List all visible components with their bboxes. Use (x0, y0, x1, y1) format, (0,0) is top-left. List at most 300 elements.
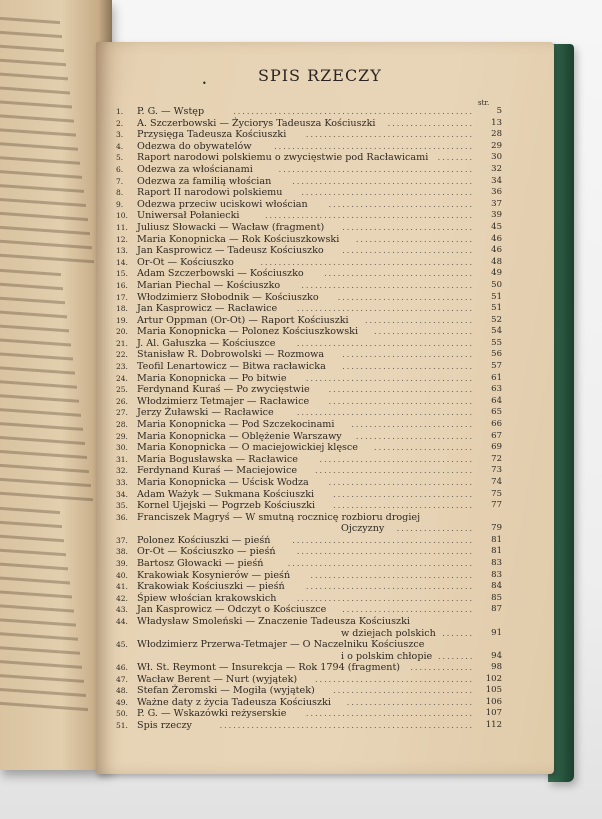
toc-entry (116, 303, 502, 315)
toc-entry (116, 454, 502, 466)
toc-dot-leader: ........................ (364, 315, 474, 325)
toc-entry-number: 32. (116, 466, 128, 476)
left-page-line (0, 352, 73, 360)
toc-entry (116, 338, 502, 350)
page-dot-mark: • (202, 79, 207, 88)
toc-entry-number: 10. (116, 211, 128, 221)
toc-entry-title: P. G. — Wstęp (137, 106, 205, 117)
toc-entry-page: 51 (491, 303, 502, 314)
toc-dot-leader: ............................................ (274, 141, 474, 151)
toc-entry-title: Teofil Lenartowicz — Bitwa racławicka (137, 361, 326, 373)
toc-entry-title: Uniwersał Połaniecki (137, 210, 240, 222)
toc-entry-page: 81 (491, 534, 502, 545)
left-page-line (0, 535, 64, 542)
left-page-line (0, 254, 94, 264)
left-page-line (0, 464, 89, 473)
toc-entry-number: 41. (116, 582, 128, 592)
left-page-line (0, 380, 77, 388)
toc-entry-page: 106 (485, 696, 502, 707)
toc-entry (116, 141, 502, 153)
toc-entry-number: 25. (116, 385, 128, 395)
toc-entry-number: 26. (116, 396, 128, 406)
toc-entry-page: 83 (491, 569, 502, 580)
toc-dot-leader: ................................ (328, 199, 474, 209)
left-page-line (0, 394, 79, 403)
toc-entry-page: 81 (491, 546, 502, 557)
toc-entry-title: Maria Konopnicka — Polonez Kościuszkowski (137, 326, 359, 338)
toc-entry-page: 77 (491, 500, 502, 511)
toc-entry-title: Krakowiak Kosynierów — pieśń (137, 569, 291, 581)
toc-entry-page: 57 (491, 361, 502, 372)
toc-entry-title: Spis rzeczy (137, 719, 192, 731)
left-page-line (0, 170, 82, 179)
toc-entry-number: 35. (116, 501, 128, 511)
toc-entry (116, 697, 502, 709)
toc-entry (116, 268, 502, 280)
toc-entry-title: Jerzy Żuławski — Racławice (137, 407, 274, 419)
left-page-line (0, 563, 68, 571)
toc-entry-number: 43. (116, 605, 128, 615)
toc-dot-leader: ............................. (342, 362, 474, 372)
toc-entry (116, 431, 502, 443)
toc-entry-number: 34. (116, 489, 128, 499)
toc-dot-leader: ..................................................... (233, 107, 474, 116)
toc-entry (116, 349, 502, 361)
toc-entry (116, 373, 502, 385)
toc-entry-number: 45. (116, 639, 128, 649)
toc-entry (116, 674, 502, 686)
toc-entry-number: 47. (116, 674, 128, 684)
toc-entry-title: Juliusz Słowacki — Wacław (fragment) (137, 221, 325, 233)
toc-entry-number: 42. (116, 593, 128, 603)
toc-entry (116, 477, 502, 489)
toc-entry-page: 63 (491, 384, 502, 395)
toc-entry-number: 13. (116, 246, 128, 256)
left-page-line (0, 408, 81, 417)
toc-dot-leader: ................................. (324, 269, 474, 279)
left-page-line (0, 311, 67, 319)
toc-dot-leader: ....................................... (296, 593, 474, 603)
toc-dot-leader: ................................ (328, 385, 474, 395)
toc-entry-page: 49 (491, 268, 502, 279)
toc-entry-page: 83 (491, 557, 502, 568)
toc-entry-title: Włodzimierz Przerwa-Tetmajer — O Naczelniku Kościuszce (137, 638, 425, 650)
toc-entry-title: Maria Konopnicka — Rok Kościuszkowski (137, 233, 340, 245)
toc-dot-leader: .................................. (319, 454, 474, 464)
toc-entry (116, 234, 502, 246)
left-page-line (0, 142, 78, 150)
toc-entry-page: 107 (485, 708, 502, 719)
toc-entry-title: Śpiew włościan krakowskich (137, 592, 277, 604)
toc-entry-page: 13 (491, 117, 502, 128)
toc-entry-page: 51 (491, 291, 502, 302)
toc-entry (116, 581, 502, 593)
toc-entry-title: Władysław Smoleński — Znaczenie Tadeusza Kościuszki (137, 615, 410, 627)
toc-entry-title: Ferdynand Kuraś — Maciejowice (137, 465, 298, 477)
toc-entry (116, 442, 502, 454)
left-page-line (0, 436, 85, 445)
left-page-line (0, 45, 64, 52)
toc-entry-page: 105 (485, 685, 502, 696)
toc-entry (116, 396, 502, 408)
toc-dot-leader: ....................................... (296, 304, 474, 314)
toc-entry-title: Raport narodowi polskiemu o zwycięstwie pod Racławicami (137, 152, 429, 164)
toc-entry-title: Krakowiak Kościuszki — pieśń (137, 581, 285, 593)
toc-entry-title-continuation: i o polskim chłopie (341, 650, 433, 662)
toc-entry-page: 37 (491, 198, 502, 209)
toc-entry-page: 52 (491, 314, 502, 325)
toc-entry-number: 40. (116, 570, 128, 580)
toc-entry-title: Przysięga Tadeusza Kościuszki (137, 129, 287, 141)
left-page-line (0, 59, 66, 67)
toc-dot-leader: ............................ (346, 697, 474, 707)
toc-entry-number: 23. (116, 362, 128, 372)
toc-entry-title: Raport II narodowi polskiemu (137, 187, 283, 199)
toc-entry-number: 33. (116, 478, 128, 487)
toc-entry-title: A. Szczerbowski — Życiorys Tadeusza Kościuszki (137, 117, 376, 129)
toc-entry (116, 593, 502, 605)
toc-dot-leader: ................................ (328, 478, 474, 487)
toc-entry (116, 222, 502, 234)
toc-entry (116, 361, 502, 373)
toc-entry (116, 407, 502, 419)
toc-dot-leader: ........ (438, 651, 474, 661)
toc-entry-page: 85 (491, 592, 502, 603)
toc-dot-leader: ................................... (314, 466, 474, 476)
toc-dot-leader: ........................................................ (219, 720, 474, 730)
toc-dot-leader: ............................................... (260, 257, 474, 267)
toc-entry (116, 326, 502, 338)
toc-entry (116, 685, 502, 697)
toc-entry-page: 75 (491, 488, 502, 499)
left-page-line (0, 128, 76, 136)
toc-entry-title: Odezwa przeciw uciskowi włościan (137, 198, 308, 210)
toc-entry-page: 67 (491, 430, 502, 441)
toc-entry-page: 98 (491, 661, 502, 672)
toc-entry-page: 32 (491, 163, 502, 174)
toc-entry-title: J. Al. Gałuszka — Kościuszce (137, 337, 276, 349)
left-page-line (0, 283, 63, 290)
toc-dot-leader: ........................... (351, 420, 474, 430)
toc-entry-title: Odezwa za włościanami (137, 163, 253, 175)
toc-dot-leader: ...................................... (301, 280, 474, 290)
left-page-line (0, 577, 70, 585)
toc-entry-page: 74 (491, 477, 502, 487)
left-page-line (0, 339, 71, 347)
left-page-line (0, 674, 84, 683)
toc-entry-page: 73 (491, 465, 502, 476)
toc-entry (116, 708, 502, 720)
toc-entry-title: Odezwa do obywatelów (137, 140, 252, 152)
toc-dot-leader: ....................................... (296, 338, 474, 348)
left-page-line (0, 198, 86, 207)
toc-dot-leader: ........................................ (292, 176, 474, 186)
toc-dot-leader: ............................. (342, 350, 474, 360)
toc-entry (116, 489, 502, 501)
toc-dot-leader: .................................... (310, 570, 474, 580)
toc-entry-number: 11. (116, 222, 128, 232)
toc-entry-number: 39. (116, 558, 128, 568)
toc-entry-title: Maria Konopnicka — Pod Szczekocinami (137, 419, 335, 431)
toc-dot-leader: ..................................... (305, 582, 474, 592)
toc-entry (116, 558, 502, 570)
toc-dot-leader: .............................. (337, 292, 474, 302)
left-page-line (0, 422, 83, 431)
toc-entry-page: 30 (491, 152, 502, 163)
toc-entry-title: Or-Ot — Kościuszko (137, 256, 234, 268)
toc-entry-title: Maria Konopnicka — Po bitwie (137, 372, 287, 384)
left-page-line (0, 618, 76, 626)
toc-dot-leader: ................... (387, 118, 474, 128)
toc-entry-number: 44. (116, 616, 128, 626)
toc-entry-number: 28. (116, 420, 128, 430)
toc-entry-number: 49. (116, 697, 128, 707)
toc-entry (116, 570, 502, 582)
toc-entry-title: Maria Bogusławska — Racławice (137, 453, 298, 465)
left-page-line (0, 226, 90, 235)
toc-entry-title-continuation: w dziejach polskich (341, 627, 436, 639)
toc-entry-page: 45 (491, 221, 502, 232)
left-page-line (0, 114, 74, 122)
table-of-contents (116, 106, 502, 732)
toc-entry-number: 50. (116, 709, 128, 719)
toc-entry-page: 55 (491, 337, 502, 348)
toc-entry-number: 24. (116, 373, 128, 383)
toc-entry-page: 54 (491, 326, 502, 337)
toc-entry (116, 106, 502, 118)
toc-entry-number: 31. (116, 454, 128, 464)
toc-entry (116, 639, 502, 662)
toc-entry (116, 257, 502, 269)
page-title: SPIS RZECZY (258, 66, 382, 85)
toc-entry-page: 50 (491, 279, 502, 290)
toc-entry-page: 69 (491, 442, 502, 453)
toc-entry-title: Wacław Berent — Nurt (wyjątek) (137, 673, 298, 685)
toc-entry-title: Maria Konopnicka — O maciejowickiej klęsce (137, 442, 358, 454)
toc-entry-title: Włodzimierz Tetmajer — Racławice (137, 395, 310, 407)
left-page-line (0, 604, 74, 612)
toc-dot-leader: ........................................ (292, 535, 474, 545)
toc-entry (116, 604, 502, 616)
toc-dot-leader: ................................ (328, 396, 474, 406)
toc-dot-leader: .......................... (355, 234, 474, 244)
toc-entry (116, 164, 502, 176)
toc-entry-title: Polonez Kościuszki — pieśń (137, 534, 271, 546)
toc-dot-leader: ...................... (374, 443, 474, 453)
left-page-line (0, 590, 72, 598)
left-page-line (0, 156, 80, 165)
toc-entry-title-continuation: Ojczyzny (341, 523, 385, 535)
toc-entry-title: Jan Kasprowicz — Odczyt o Kościuszce (137, 604, 327, 616)
toc-entry-title: Maria Konopnicka — Oblężenie Warszawy (137, 430, 342, 442)
toc-entry (116, 535, 502, 547)
toc-entry-number: 1. (116, 107, 124, 116)
toc-dot-leader: ............................. (342, 605, 474, 615)
toc-entry (116, 280, 502, 292)
toc-entry-page: 64 (491, 395, 502, 406)
toc-entry-title: Stanisław R. Dobrowolski — Rozmowa (137, 349, 325, 361)
left-page-line (0, 366, 75, 374)
toc-entry-title: Odezwa za familią włościan (137, 175, 272, 187)
toc-entry-page: 87 (491, 604, 502, 615)
left-page-text-lines (0, 8, 95, 708)
toc-entry-title: Wł. St. Reymont — Insurekcja — Rok 1794 (fragment) (137, 661, 401, 673)
toc-dot-leader: ............................... (333, 686, 474, 696)
toc-entry (116, 546, 502, 558)
left-page-line (0, 521, 62, 528)
toc-entry-number: 21. (116, 338, 128, 348)
toc-dot-leader: ............................... (333, 501, 474, 511)
toc-entry-number: 14. (116, 257, 128, 267)
toc-entry (116, 118, 502, 130)
left-page-line (0, 184, 84, 193)
toc-dot-leader: ....... (442, 628, 474, 638)
toc-entry-page: 66 (491, 419, 502, 430)
toc-entry-title: Ważne daty z życia Tadeusza Kościuszki (137, 696, 331, 708)
left-page-line (0, 87, 70, 95)
toc-entry-number: 17. (116, 292, 128, 302)
left-page-line (0, 31, 62, 38)
toc-entry-page: 61 (491, 372, 502, 383)
toc-dot-leader: .............................................. (265, 211, 474, 221)
toc-entry-page: 84 (491, 581, 502, 592)
toc-dot-leader: ........................................... (278, 164, 474, 174)
page-column-label: str. (478, 99, 490, 107)
toc-entry-page: 91 (491, 627, 502, 638)
left-page-line (0, 478, 91, 487)
toc-entry (116, 616, 502, 639)
toc-entry-page: 29 (491, 140, 502, 151)
toc-entry (116, 245, 502, 257)
toc-entry (116, 465, 502, 477)
toc-entry-number: 22. (116, 350, 128, 360)
left-page-line (0, 450, 87, 459)
toc-entry (116, 210, 502, 222)
left-page-line (0, 702, 88, 711)
toc-entry-number: 6. (116, 164, 124, 174)
toc-dot-leader: ....................................... (296, 408, 474, 418)
toc-entry-title: Ferdynand Kuraś — Po zwycięstwie (137, 384, 310, 396)
left-page-line (0, 269, 61, 276)
toc-entry-page: 36 (491, 187, 502, 198)
toc-entry-title: Adam Szczerbowski — Kościuszko (137, 268, 304, 280)
toc-dot-leader: ..................................... (305, 373, 474, 383)
left-page-line (0, 325, 69, 333)
left-page-line (0, 240, 92, 249)
toc-entry-title: Marian Piechal — Kościuszko (137, 279, 281, 291)
toc-entry-title: Artur Oppman (Or-Ot) — Raport Kościuszki (137, 314, 349, 326)
toc-entry (116, 315, 502, 327)
toc-entry-number: 19. (116, 315, 128, 325)
toc-entry-title: Or-Ot — Kościuszko — pieśń (137, 546, 276, 558)
toc-dot-leader: ........ (437, 153, 474, 163)
toc-entry-number: 30. (116, 443, 128, 453)
toc-dot-leader: ...................................... (301, 188, 474, 198)
toc-entry-number: 4. (116, 141, 124, 151)
toc-entry (116, 419, 502, 431)
toc-entry (116, 292, 502, 304)
toc-entry-page: 65 (491, 407, 502, 418)
left-page-line (0, 660, 82, 669)
toc-dot-leader: ............................. (342, 246, 474, 256)
toc-dot-leader: ....................................... (296, 547, 474, 557)
toc-entry-number: 15. (116, 269, 128, 279)
toc-entry-number: 2. (116, 118, 124, 128)
left-page-line (0, 549, 66, 557)
toc-entry-page: 46 (491, 245, 502, 256)
left-page-line (0, 646, 80, 655)
toc-entry (116, 129, 502, 141)
toc-entry (116, 176, 502, 188)
toc-entry-title: Włodzimierz Słobodnik — Kościuszko (137, 291, 319, 303)
toc-entry-page: 5 (496, 106, 502, 116)
toc-dot-leader: ..................................... (305, 709, 474, 719)
toc-entry-number: 16. (116, 280, 128, 290)
left-page-line (0, 100, 72, 108)
toc-entry (116, 199, 502, 211)
left-page-line (0, 73, 68, 81)
toc-dot-leader: ......................................... (287, 558, 474, 568)
toc-entry-title: Maria Konopnicka — Uścisk Wodza (137, 477, 309, 488)
toc-entry-title: Jan Kasprowicz — Racławice (137, 303, 278, 315)
toc-dot-leader: ............................. (342, 222, 474, 232)
toc-entry-number: 12. (116, 234, 128, 244)
toc-entry-title: Franciszek Magryś — W smutną rocznicę rozbioru drogiej (137, 511, 421, 523)
toc-entry-number: 18. (116, 304, 128, 314)
left-page-line (0, 688, 86, 697)
left-page-line (0, 507, 60, 514)
toc-entry-number: 5. (116, 153, 124, 163)
toc-entry-title: Kornel Ujejski — Pogrzeb Kościuszki (137, 500, 316, 512)
toc-entry-number: 46. (116, 662, 128, 672)
left-page-line (0, 297, 65, 305)
toc-dot-leader: ...................... (374, 327, 474, 337)
toc-entry-title: Jan Kasprowicz — Tadeusz Kościuszko (137, 245, 324, 257)
toc-entry-page: 102 (485, 673, 502, 684)
toc-entry-number: 8. (116, 188, 124, 198)
toc-dot-leader: ................. (396, 524, 474, 534)
toc-dot-leader: ..................................... (305, 130, 474, 140)
toc-entry (116, 187, 502, 199)
toc-entry-number: 9. (116, 199, 124, 209)
toc-entry-page: 39 (491, 210, 502, 221)
toc-entry-number: 38. (116, 547, 128, 557)
toc-entry (116, 384, 502, 396)
toc-entry-number: 51. (116, 720, 128, 730)
toc-dot-leader: ................................... (314, 674, 474, 684)
toc-entry-page: 28 (491, 129, 502, 140)
toc-entry (116, 152, 502, 164)
toc-entry-number: 48. (116, 686, 128, 696)
toc-entry-page: 112 (485, 719, 502, 730)
toc-entry-number: 36. (116, 512, 128, 522)
toc-entry-number: 3. (116, 130, 124, 140)
toc-entry-page: 34 (491, 175, 502, 186)
toc-entry-page: 94 (491, 650, 502, 661)
toc-entry (116, 662, 502, 674)
toc-entry-page: 72 (491, 453, 502, 464)
toc-entry (116, 720, 502, 732)
toc-entry-page: 56 (491, 349, 502, 360)
toc-entry-title: P. G. — Wskazówki reżyserskie (137, 708, 287, 720)
toc-dot-leader: .............. (410, 662, 474, 672)
left-page-line (0, 492, 93, 502)
left-page-line (0, 632, 78, 640)
toc-entry-number: 37. (116, 535, 128, 545)
toc-entry-number: 20. (116, 327, 128, 337)
toc-entry-number: 27. (116, 408, 128, 418)
left-page-line (0, 17, 60, 24)
